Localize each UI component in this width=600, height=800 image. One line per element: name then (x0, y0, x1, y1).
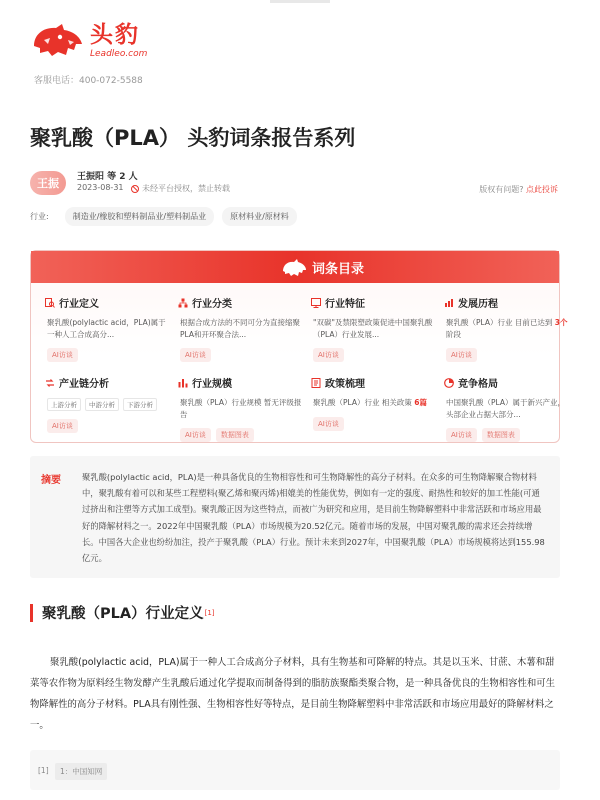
catalog-header (31, 251, 559, 283)
catalog-item-definition[interactable] (45, 295, 170, 362)
catalog-item-name: 行业规模 (192, 379, 232, 390)
ai-interview-tag[interactable]: AI访谈 (446, 428, 477, 442)
report-question: 版权有问题? (479, 185, 524, 194)
desc-highlight: 3个 (554, 318, 568, 327)
hierarchy-icon (178, 298, 188, 308)
footnote-ref[interactable]: [1] (204, 608, 215, 617)
reference-box (30, 750, 560, 790)
catalog-item-policy[interactable] (311, 375, 436, 431)
leopard-logo-icon (30, 22, 84, 58)
abstract-box (30, 456, 560, 578)
reference-source[interactable]: 1：中国知网 (55, 763, 107, 780)
industry-tag[interactable]: 原材料业/原材料 (222, 207, 297, 226)
chain-tag-upstream[interactable]: 上游分析 (47, 398, 81, 411)
section-title: 聚乳酸（PLA）行业定义 (42, 606, 204, 622)
ai-interview-tag[interactable]: AI访谈 (313, 417, 344, 431)
bar-chart-icon (178, 378, 188, 388)
catalog-item-name: 发展历程 (458, 299, 498, 310)
section-heading (30, 602, 215, 623)
catalog-item-competition[interactable] (444, 375, 569, 442)
abstract-label: 摘要 (41, 475, 61, 486)
section-body: 聚乳酸(polylactic acid，PLA)属于一种人工合成高分子材料，具有生物基和可降解的特点。其是以玉米、甘蔗、木薯和甜菜等农作物为原料经生物发酵产生乳酸后通过化学提取而制备得到的脂肪族聚酯类聚合物，是一种具备优良的生物相容性和可生物降解性的高分子材料。PLA具有刚性强、生物相容性好等特点，是目前生物降解塑料中非常活跃和市场应用最好的降解材料之一。 (30, 657, 556, 731)
brand-name: 头豹 (90, 22, 140, 48)
feature-icon (311, 298, 321, 308)
timeline-icon (444, 298, 454, 308)
document-icon (311, 378, 321, 388)
desc-prefix: 聚乳酸（PLA）行业 目前已达到 (446, 318, 553, 327)
catalog-item-chain[interactable] (45, 375, 170, 433)
industry-tag[interactable]: 制造业/橡胶和塑料制品业/塑料制品业 (65, 207, 214, 226)
catalog-item-features[interactable] (311, 295, 436, 362)
catalog-item-desc (446, 317, 569, 340)
brand-logo[interactable] (30, 22, 147, 59)
copyright-report (479, 184, 558, 195)
leopard-icon (281, 259, 307, 277)
ai-interview-tag[interactable]: AI访谈 (313, 348, 344, 362)
reference-number: [1] (38, 766, 49, 775)
ai-interview-tag[interactable]: AI访谈 (47, 419, 78, 433)
catalog-item-desc: 聚乳酸（PLA）行业规模 暂无评级报告 (180, 398, 302, 419)
ai-interview-tag[interactable]: AI访谈 (180, 428, 211, 442)
catalog-item-desc: 聚乳酸(polylactic acid，PLA)属于一种人工合成高分... (47, 318, 166, 339)
catalog-item-name: 竞争格局 (458, 379, 498, 390)
desc-suffix: 阶段 (446, 329, 461, 339)
industry-label: 行业: (30, 212, 49, 221)
search-doc-icon (45, 298, 55, 308)
desc-highlight: 6篇 (414, 398, 427, 407)
catalog-panel (30, 250, 568, 443)
data-chart-tag[interactable]: 数据图表 (482, 428, 520, 442)
catalog-item-name: 行业定义 (59, 299, 99, 310)
author-name[interactable]: 王振阳 等 2 人 (77, 172, 138, 182)
ai-interview-tag[interactable]: AI访谈 (446, 348, 477, 362)
desc-prefix: 聚乳酸（PLA）行业 相关政策 (313, 398, 412, 407)
pie-chart-icon (444, 378, 454, 388)
chain-tag-midstream[interactable]: 中游分析 (85, 398, 119, 411)
publish-date: 2023-08-31 (77, 183, 124, 192)
copyright-notice-text: 未经平台授权，禁止转载 (142, 184, 230, 193)
avatar[interactable]: 王振 (30, 171, 66, 195)
catalog-item-desc: "双碳"及禁限塑政策促进中国聚乳酸（PLA）行业发展... (313, 318, 433, 339)
catalog-item-desc: 中国聚乳酸（PLA）属于新兴产业，头部企业占据大部分... (446, 398, 566, 419)
ban-icon (131, 185, 139, 193)
ai-interview-tag[interactable]: AI访谈 (47, 348, 78, 362)
catalog-title: 词条目录 (312, 262, 365, 277)
report-link[interactable]: 点此投诉 (526, 185, 558, 194)
catalog-item-classification[interactable] (178, 295, 303, 362)
abstract-text: 聚乳酸(polylactic acid，PLA)是一种具备优良的生物相容性和可生物降解性的高分子材料。在众多的可生物降解聚合物材料中，聚乳酸有着可以和某些工程塑料(聚乙烯和聚丙烯)相媲美的性能优势，例如有一定的强度、耐热性和较好的加工性能(可通过挤出和注塑等方式加工成型)。聚乳酸正因为这些特点，而被广为研究和应用，是目前生物降解塑料中非常活跃和市场应用最好的降解材料之一。2022年中国聚乳酸（PLA）市场规模为20.52亿元。随着市场的发展，中国对聚乳酸的需求还会持续增长。中国各大企业也纷纷加注，投产于聚乳酸（PLA）行业。预计未来到2027年，中国聚乳酸（PLA）市场规模将达到155.98亿元。 (82, 472, 545, 564)
catalog-item-scale[interactable] (178, 375, 303, 442)
catalog-item-name: 产业链分析 (59, 379, 109, 390)
brand-url: Leadleo.com (90, 49, 148, 59)
catalog-item-history[interactable] (444, 295, 569, 362)
catalog-item-name: 行业分类 (192, 299, 232, 310)
page-title: 聚乳酸（PLA） 头豹词条报告系列 (30, 126, 356, 150)
ai-interview-tag[interactable]: AI访谈 (180, 348, 211, 362)
catalog-item-desc (313, 397, 436, 409)
data-chart-tag[interactable]: 数据图表 (216, 428, 254, 442)
section-accent-bar (30, 604, 33, 622)
hotline-text: 客服电话：400-072-5588 (34, 76, 143, 86)
chain-icon (45, 378, 55, 388)
catalog-item-desc: 根据合成方法的不同可分为直接缩聚PLA和开环聚合法... (180, 318, 300, 339)
industry-tags (30, 207, 297, 226)
copyright-notice (131, 183, 230, 194)
catalog-item-name: 政策梳理 (325, 379, 365, 390)
top-divider (270, 0, 330, 3)
catalog-item-name: 行业特征 (325, 299, 365, 310)
chain-tag-downstream[interactable]: 下游分析 (123, 398, 157, 411)
